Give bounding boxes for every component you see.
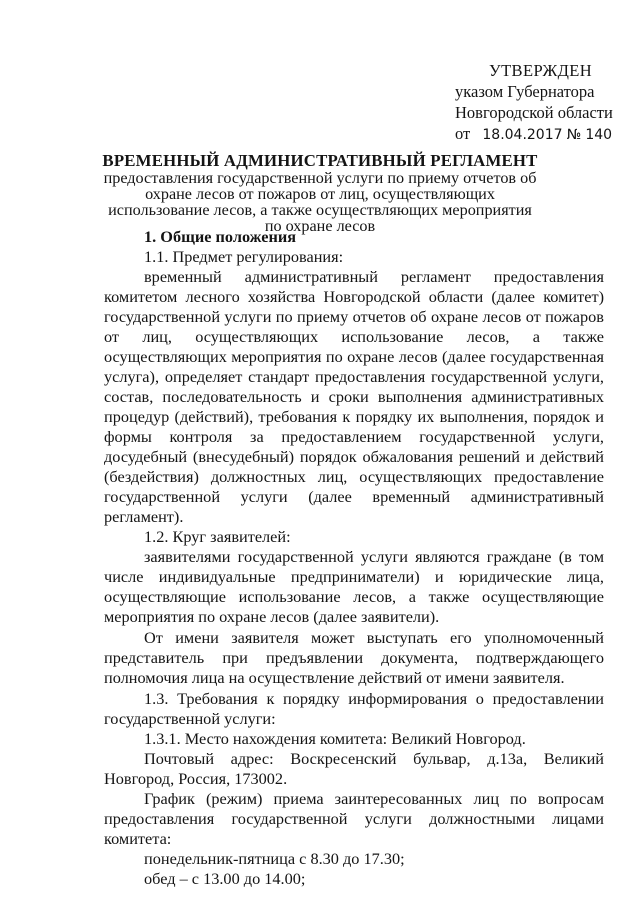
section-1-3-heading: 1.3. Требования к порядку информирования о предоставлении государственной услуги: [104, 689, 604, 728]
approval-stamp [455, 60, 613, 146]
approval-number: 140 [585, 127, 613, 143]
approval-date-prefix: от [455, 124, 471, 143]
approval-date: 18.04.2017 [482, 127, 563, 143]
section-1-1-heading: 1.1. Предмет регулирования: [144, 247, 344, 266]
approval-number-sign: № [566, 127, 582, 143]
section-1-2-heading: 1.2. Круг заявителей: [144, 527, 291, 546]
schedule-intro: График (режим) приема заинтересованных лиц по вопросам предоставления государственной услуги должностными лицами комитета: [104, 789, 604, 848]
section-1-2-text-2: От имени заявителя может выступать его уполномоченный представитель при предъявлении документа, подтверждающего полномочия лица на осуществление действий от имени заявителя. [104, 628, 604, 687]
schedule-days: понедельник-пятница с 8.30 до 17.30; [144, 849, 405, 868]
document-title: ВРЕМЕННЫЙ АДМИНИСТРАТИВНЫЙ РЕГЛАМЕНТ [102, 151, 538, 170]
approval-line-2: Новгородской области [455, 103, 613, 122]
approval-date-line [455, 123, 613, 146]
section-1-2-text: заявителями государственной услуги являются граждане (в том числе индивидуальные предприниматели) и юридические лица, осуществляющие использование лесов, а также осуществляющие мероприятия по охране лесов (далее заявители). [104, 547, 604, 626]
document-subtitle: предоставления государственной услуги по приему отчетов об охране лесов от пожаров от лиц, осуществляющих использование лесов, а также осуществляющих мероприятия по охране лесов [103, 169, 537, 235]
section-1-3-1-text: 1.3.1. Место нахождения комитета: Великий Новгород. [144, 729, 526, 748]
approval-line-1: указом Губернатора [455, 82, 595, 101]
document-body [104, 227, 604, 889]
section-1-heading: 1. Общие положения [144, 227, 297, 246]
schedule-lunch: обед – с 13.00 до 14.00; [144, 869, 306, 888]
postal-address: Почтовый адрес: Воскресенский бульвар, д.13а, Великий Новгород, Россия, 173002. [104, 749, 604, 788]
section-1-1-text: временный административный регламент предоставления комитетом лесного хозяйства Новгородской области (далее комитет) государственной услуги по приему отчетов об охране лесов от пожаров от лиц, осуществляющих использование лесов, а также осуществляющих мероприятия по охране лесов (далее государственная услуга), определяет стандарт предоставления государственной услуги, состав, последовательность и сроки выполнения административных процедур (действий), требования к порядку их выполнения, порядок и формы контроля за предоставлением государственной услуги, досудебный (внесудебный) порядок обжалования решений и действий (бездействия) должностных лиц, осуществляющих предоставление государственной услуги (далее временный административный регламент). [104, 267, 604, 526]
approval-title: УТВЕРЖДЕН [489, 61, 593, 80]
